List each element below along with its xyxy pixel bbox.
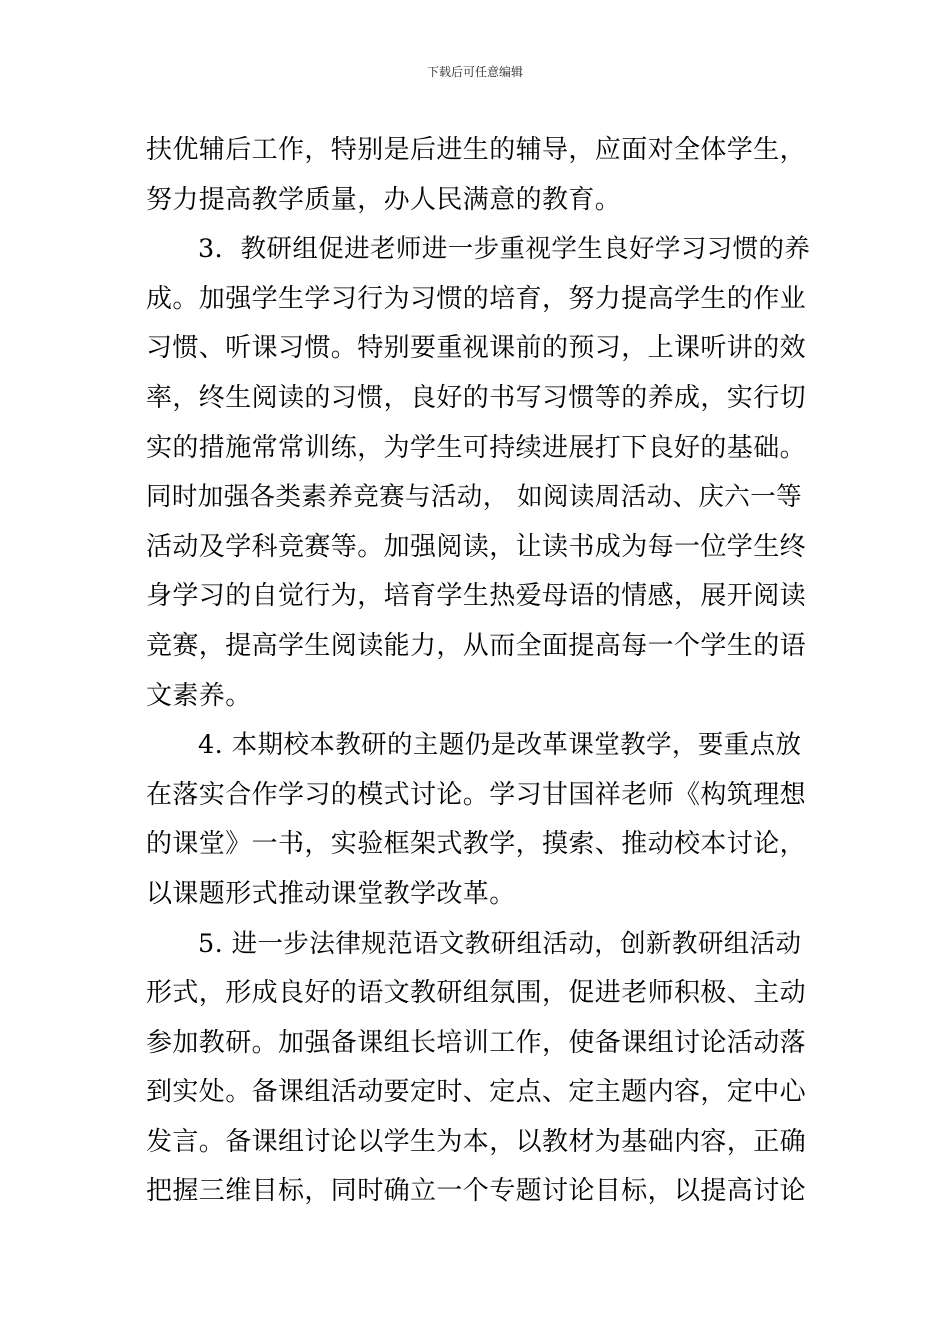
text-line: 率，终生阅读的习惯，良好的书写习惯等的养成，实行切 bbox=[146, 382, 807, 413]
body-text bbox=[146, 126, 810, 1217]
text-line: 习惯、听课习惯。特别要重视课前的预习，上课听讲的效 bbox=[146, 333, 807, 364]
text-line: 成。加强学生学习行为习惯的培育，努力提高学生的作业 bbox=[146, 283, 807, 314]
text-line: 参加教研。加强备课组长培训工作，使备课组讨论活动落 bbox=[146, 1027, 807, 1058]
text-line: 身学习的自觉行为，培育学生热爱母语的情感，展开阅读 bbox=[146, 581, 807, 612]
text-line: 同时加强各类素养竞赛与活动， 如阅读周活动、庆六一等 bbox=[146, 482, 803, 513]
text-line: 活动及学科竞赛等。加强阅读，让读书成为每一位学生终 bbox=[146, 531, 807, 562]
page-header: 下载后可任意编辑 bbox=[426, 65, 523, 79]
text-line: 在落实合作学习的模式讨论。学习甘国祥老师《构筑理想 bbox=[146, 779, 807, 810]
text-line: 到实处。备课组活动要定时、定点、定主题内容，定中心 bbox=[146, 1077, 807, 1108]
text-line: 3．教研组促进老师进一步重视学生良好学习习惯的养 bbox=[198, 234, 811, 265]
text-line: 努力提高教学质量，办人民满意的教育。 bbox=[146, 184, 622, 215]
text-line: 形式，形成良好的语文教研组氛围，促进老师积极、主动 bbox=[146, 978, 807, 1009]
text-line: 的课堂》一书，实验框架式教学，摸索、推动校本讨论， bbox=[146, 829, 807, 860]
text-line: 竞赛，提高学生阅读能力，从而全面提高每一个学生的语 bbox=[146, 630, 807, 661]
text-line: 5. 进一步法律规范语文教研组活动，创新教研组活动 bbox=[198, 928, 802, 959]
text-line: 4. 本期校本教研的主题仍是改革课堂教学，要重点放 bbox=[198, 730, 802, 761]
text-line: 发言。备课组讨论以学生为本，以教材为基础内容，正确 bbox=[146, 1126, 807, 1157]
text-line: 以课题形式推动课堂教学改革。 bbox=[146, 878, 516, 909]
text-line: 把握三维目标，同时确立一个专题讨论目标，以提高讨论 bbox=[146, 1176, 807, 1207]
text-line: 实的措施常常训练，为学生可持续进展打下良好的基础。 bbox=[146, 432, 807, 463]
text-line: 扶优辅后工作，特别是后进生的辅导，应面对全体学生， bbox=[146, 135, 807, 165]
text-line: 文素养。 bbox=[146, 680, 252, 711]
